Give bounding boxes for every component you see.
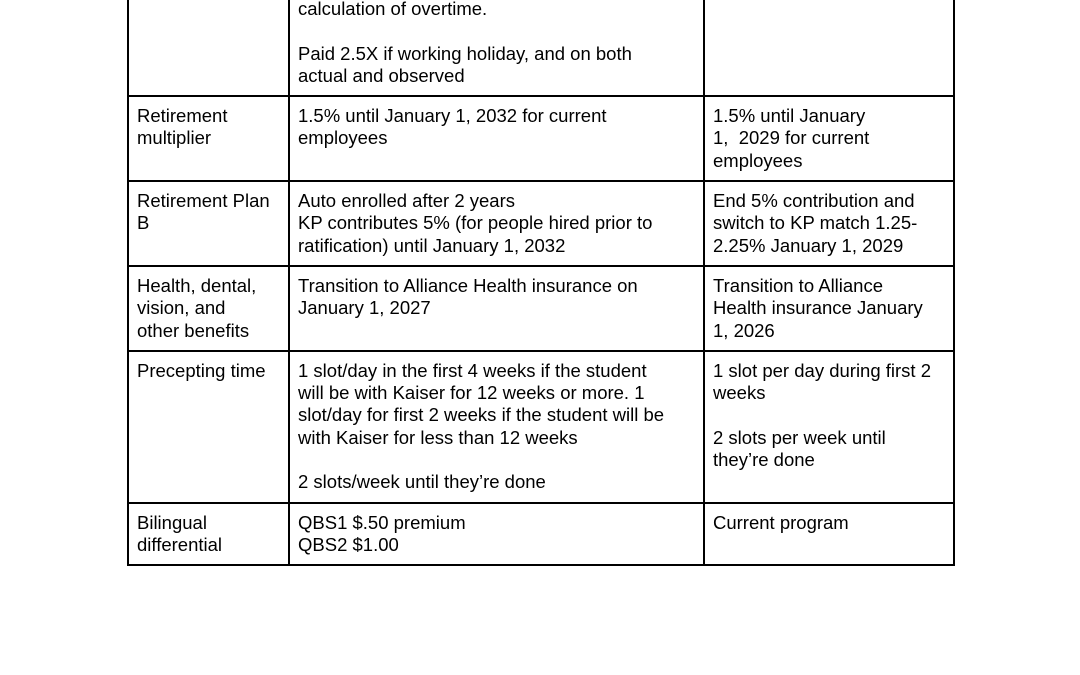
table-row <box>128 503 954 566</box>
cell-text-line: January 1, 2027 <box>298 297 431 319</box>
cell-text-line: QBS2 $1.00 <box>298 533 399 555</box>
cell-text-line: weeks <box>713 382 766 404</box>
table-row <box>128 181 954 266</box>
cell-text-line: they’re done <box>713 449 815 471</box>
paragraph-gap <box>298 20 695 42</box>
cell-text-line: QBS1 $.50 premium <box>298 511 466 533</box>
counter-proposal-cell <box>704 266 954 351</box>
proposal-cell <box>289 96 704 181</box>
benefits-comparison-table <box>127 0 955 566</box>
proposal-cell <box>289 0 704 96</box>
cell-text-line: actual and observed <box>298 64 465 86</box>
cell-text-line: 2 slots/week until they’re done <box>298 471 546 493</box>
proposal-cell <box>289 181 704 266</box>
row-label-cell <box>128 0 289 96</box>
cell-text-line: 1 slot/day in the first 4 weeks if the student <box>298 359 647 381</box>
cell-text-line: Health, dental, <box>137 274 257 296</box>
cell-text-line: Bilingual <box>137 511 207 533</box>
cell-text-line: Auto enrolled after 2 years <box>298 190 515 212</box>
cell-text-line: calculation of overtime. <box>298 0 488 19</box>
cell-text-line: differential <box>137 533 223 555</box>
proposal-cell <box>289 266 704 351</box>
cell-text-line: 1.5% until January 1, 2032 for current <box>298 105 607 127</box>
row-label-cell <box>128 503 289 566</box>
table-body <box>128 0 954 565</box>
cell-text-line: KP contributes 5% (for people hired prior to <box>298 212 653 234</box>
table-row <box>128 351 954 503</box>
cell-text-line: vision, and <box>137 297 226 319</box>
cell-text-line: 1, 2026 <box>713 319 775 341</box>
counter-proposal-cell <box>704 0 954 96</box>
cell-text-line: employees <box>298 127 388 149</box>
proposal-cell <box>289 351 704 503</box>
cell-text-line: Retirement Plan <box>137 190 270 212</box>
cell-text-line: other benefits <box>137 319 250 341</box>
paragraph-gap <box>298 449 695 471</box>
counter-proposal-cell <box>704 181 954 266</box>
cell-text-line: slot/day for first 2 weeks if the student will be <box>298 404 665 426</box>
paragraph-gap <box>713 404 945 426</box>
cell-text-line: End 5% contribution and <box>713 190 915 212</box>
counter-proposal-cell <box>704 96 954 181</box>
counter-proposal-cell <box>704 503 954 566</box>
cell-text-line: 2 slots per week until <box>713 426 886 448</box>
counter-proposal-cell <box>704 351 954 503</box>
cell-text-line: 1, 2029 for current <box>713 127 870 149</box>
cell-text-line: Transition to Alliance Health insurance on <box>298 274 638 296</box>
cell-text-line: 2.25% January 1, 2029 <box>713 234 904 256</box>
cell-text-line: Health insurance January <box>713 297 923 319</box>
cell-text-line: employees <box>713 149 803 171</box>
cell-text-line: Transition to Alliance <box>713 274 884 296</box>
row-label-cell <box>128 181 289 266</box>
table-row <box>128 266 954 351</box>
row-label-cell <box>128 266 289 351</box>
table-row <box>128 0 954 96</box>
cell-text-line: 1.5% until January <box>713 105 866 127</box>
cell-text-line: 1 slot per day during first 2 <box>713 359 931 381</box>
proposal-cell <box>289 503 704 566</box>
cell-text-line: Precepting time <box>137 359 266 381</box>
cell-text-line: switch to KP match 1.25- <box>713 212 918 234</box>
cell-text-line: B <box>137 212 150 234</box>
row-label-cell <box>128 96 289 181</box>
cell-text-line: will be with Kaiser for 12 weeks or more. 1 <box>298 382 645 404</box>
cell-text-line: Current program <box>713 511 849 533</box>
cell-text-line: Paid 2.5X if working holiday, and on both <box>298 42 632 64</box>
table-row <box>128 96 954 181</box>
row-label-cell <box>128 351 289 503</box>
cell-text-line: Retirement <box>137 105 228 127</box>
cell-text-line: with Kaiser for less than 12 weeks <box>298 426 578 448</box>
cell-text-line: multiplier <box>137 127 212 149</box>
cell-text-line: ratification) until January 1, 2032 <box>298 234 566 256</box>
